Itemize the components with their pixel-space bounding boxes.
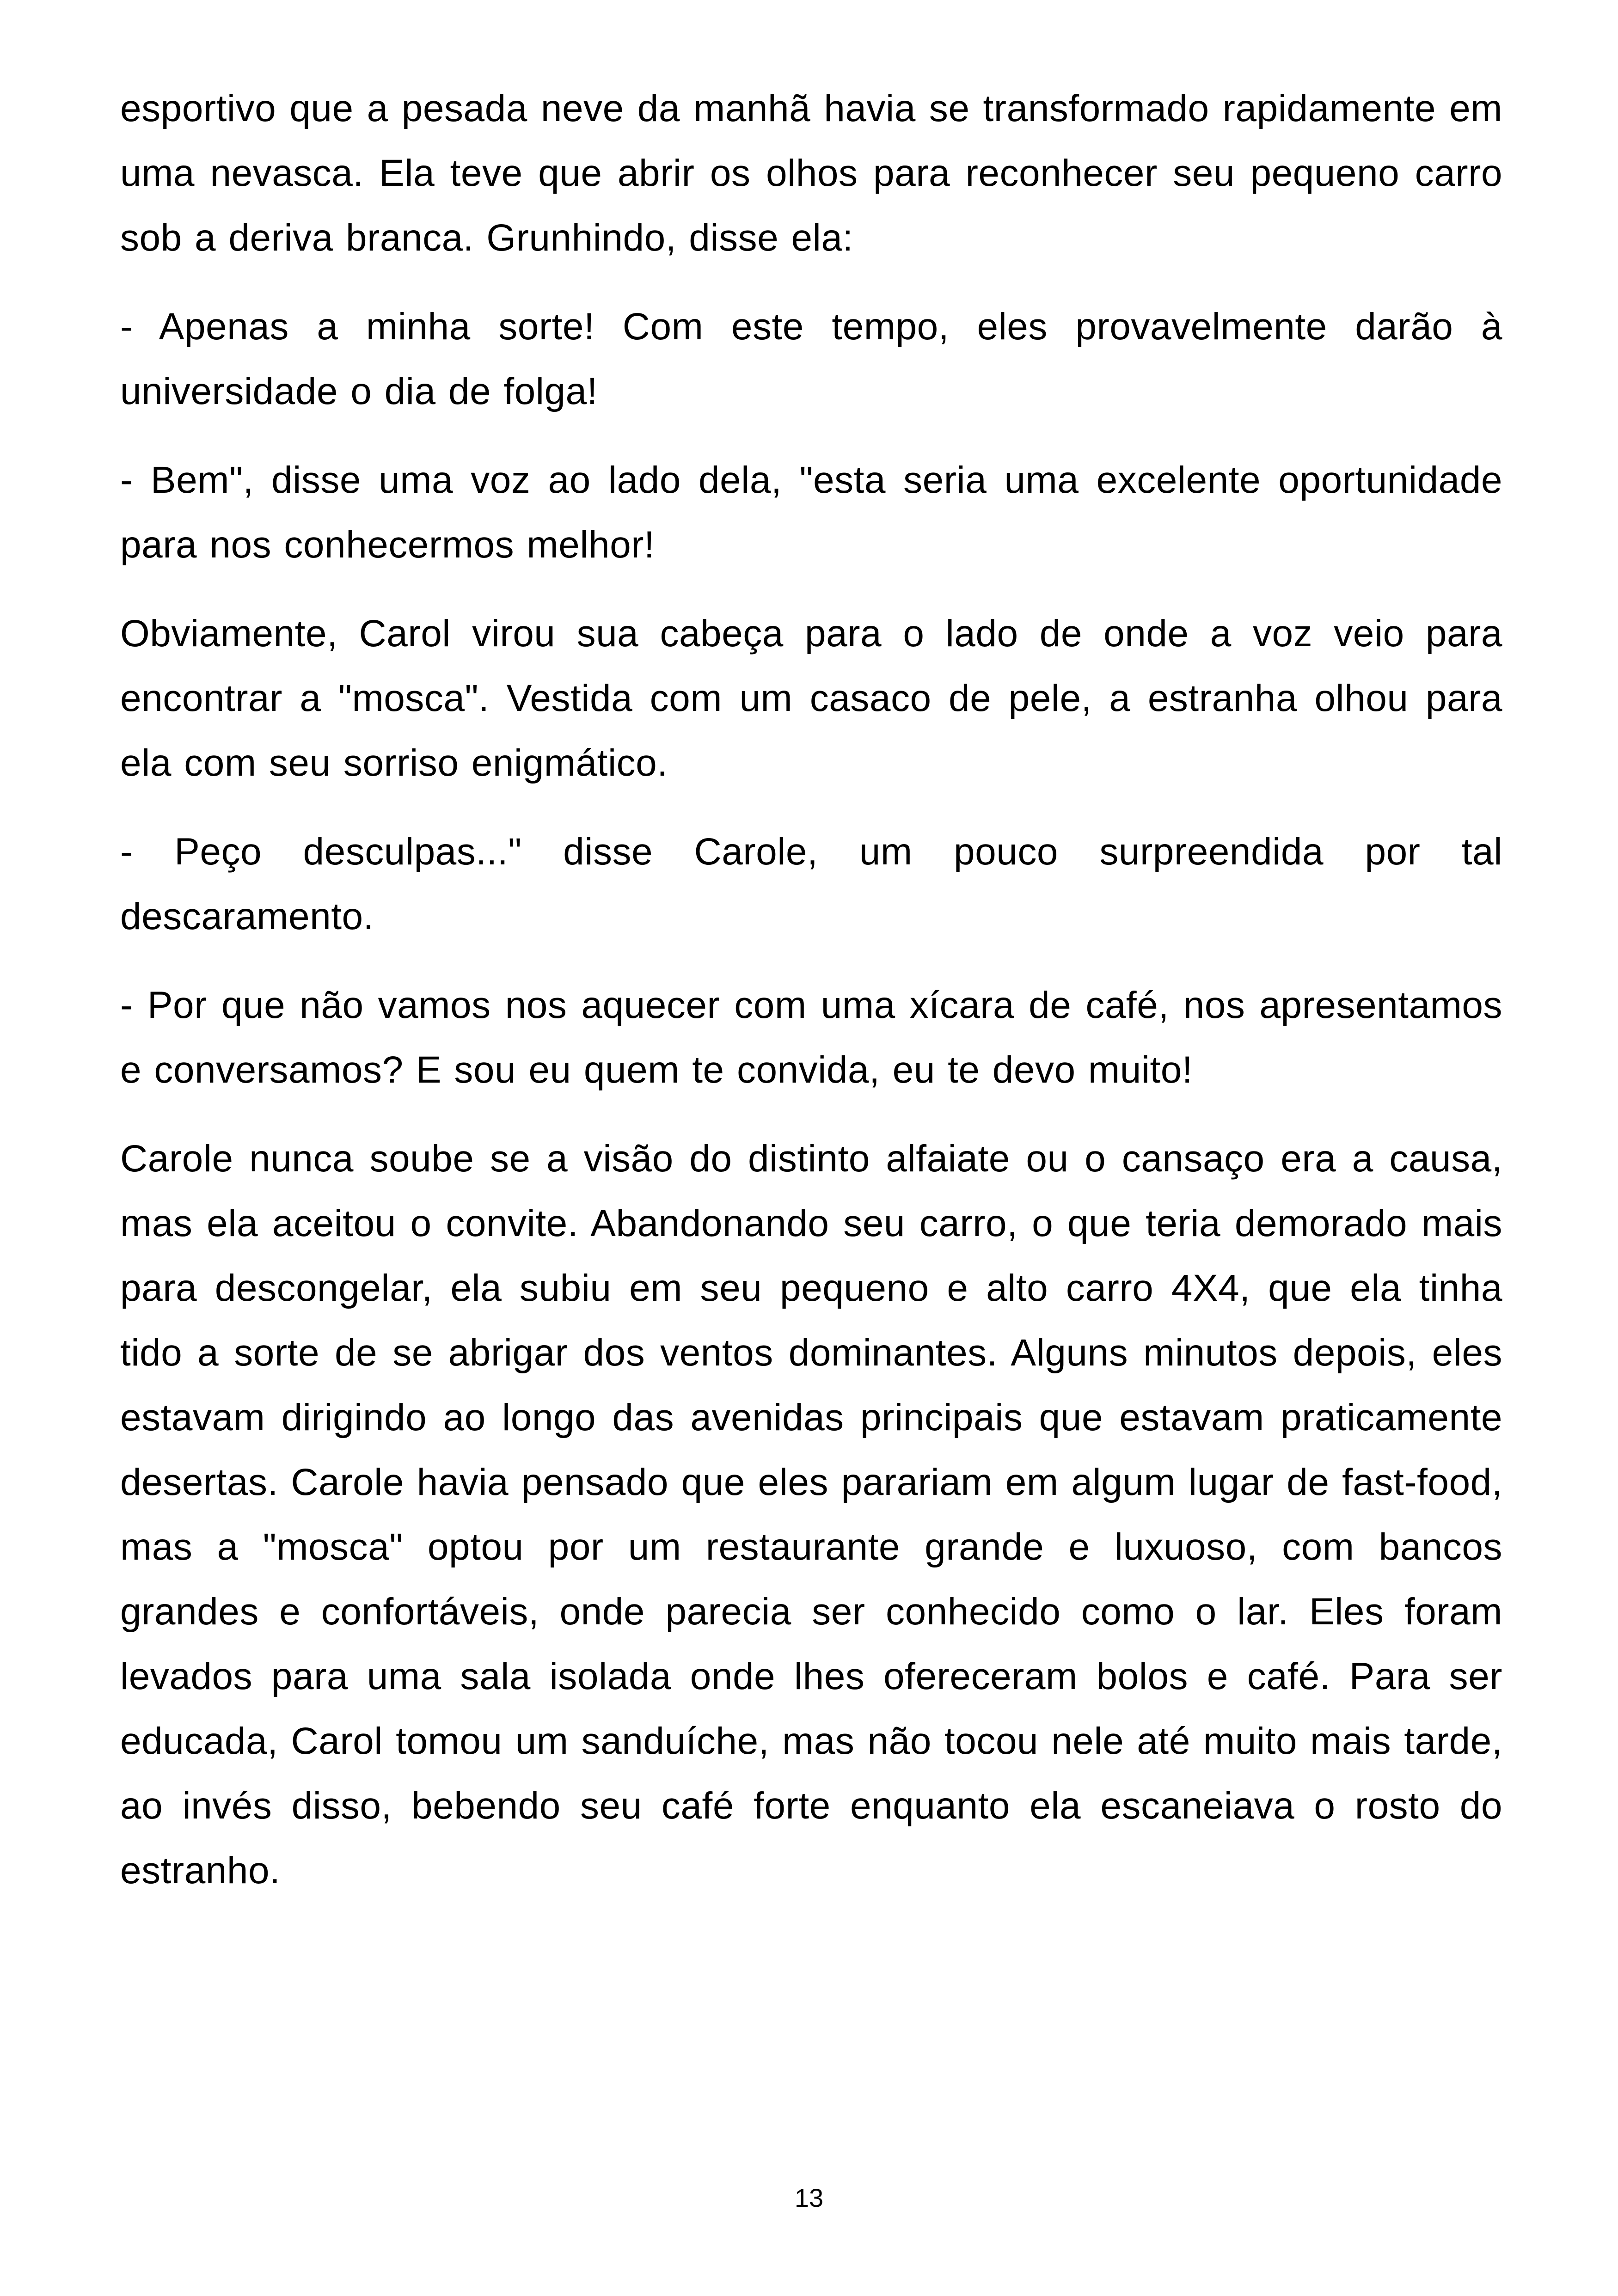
paragraph-3: - Bem", disse uma voz ao lado dela, "esta seria uma excelente oportunidade para nos conhecermos melhor! [120,459,1502,566]
paragraph-2: - Apenas a minha sorte! Com este tempo, eles provavelmente darão à universidade o dia de folga! [120,306,1502,412]
paragraph-1: esportivo que a pesada neve da manhã havia se transformado rapidamente em uma nevasca. Ela teve que abrir os olhos para reconhecer seu pequeno carro sob a deriva branca. Grunhindo, disse ela: [120,87,1502,259]
paragraph-6: - Por que não vamos nos aquecer com uma xícara de café, nos apresentamos e conversamos? E sou eu quem te convida, eu te devo muito! [120,984,1502,1091]
paragraph-7: Carole nunca soube se a visão do distinto alfaiate ou o cansaço era a causa, mas ela aceitou o convite. Abandonando seu carro, o que teria demorado mais para descongelar, ela subiu em seu pequeno e alto carro 4X4, que ela tinha tido a sorte de se abrigar dos ventos dominantes. Alguns minutos depois, eles estavam dirigindo ao longo das avenidas principais que estavam praticamente desertas. Carole havia pensado que eles parariam em algum lugar de fast-food, mas a "mosca" optou por um restaurante grande e luxuoso, com bancos grandes e confortáveis, onde parecia ser conhecido como o lar. Eles foram levados para uma sala isolada onde lhes ofereceram bolos e café. Para ser educada, Carol tomou um sanduíche, mas não tocou nele até muito mais tarde, ao invés disso, bebendo seu café forte enquanto ela escaneiava o rosto do estranho. [120,1138,1502,1892]
paragraph-4: Obviamente, Carol virou sua cabeça para o lado de onde a voz veio para encontrar a "mosca". Vestida com um casaco de pele, a estranha olhou para ela com seu sorriso enigmático. [120,612,1502,784]
paragraph-5: - Peço desculpas..." disse Carole, um pouco surpreendida por tal descaramento. [120,831,1502,937]
page-number: 13 [794,2183,824,2212]
body-text [120,76,1502,1927]
